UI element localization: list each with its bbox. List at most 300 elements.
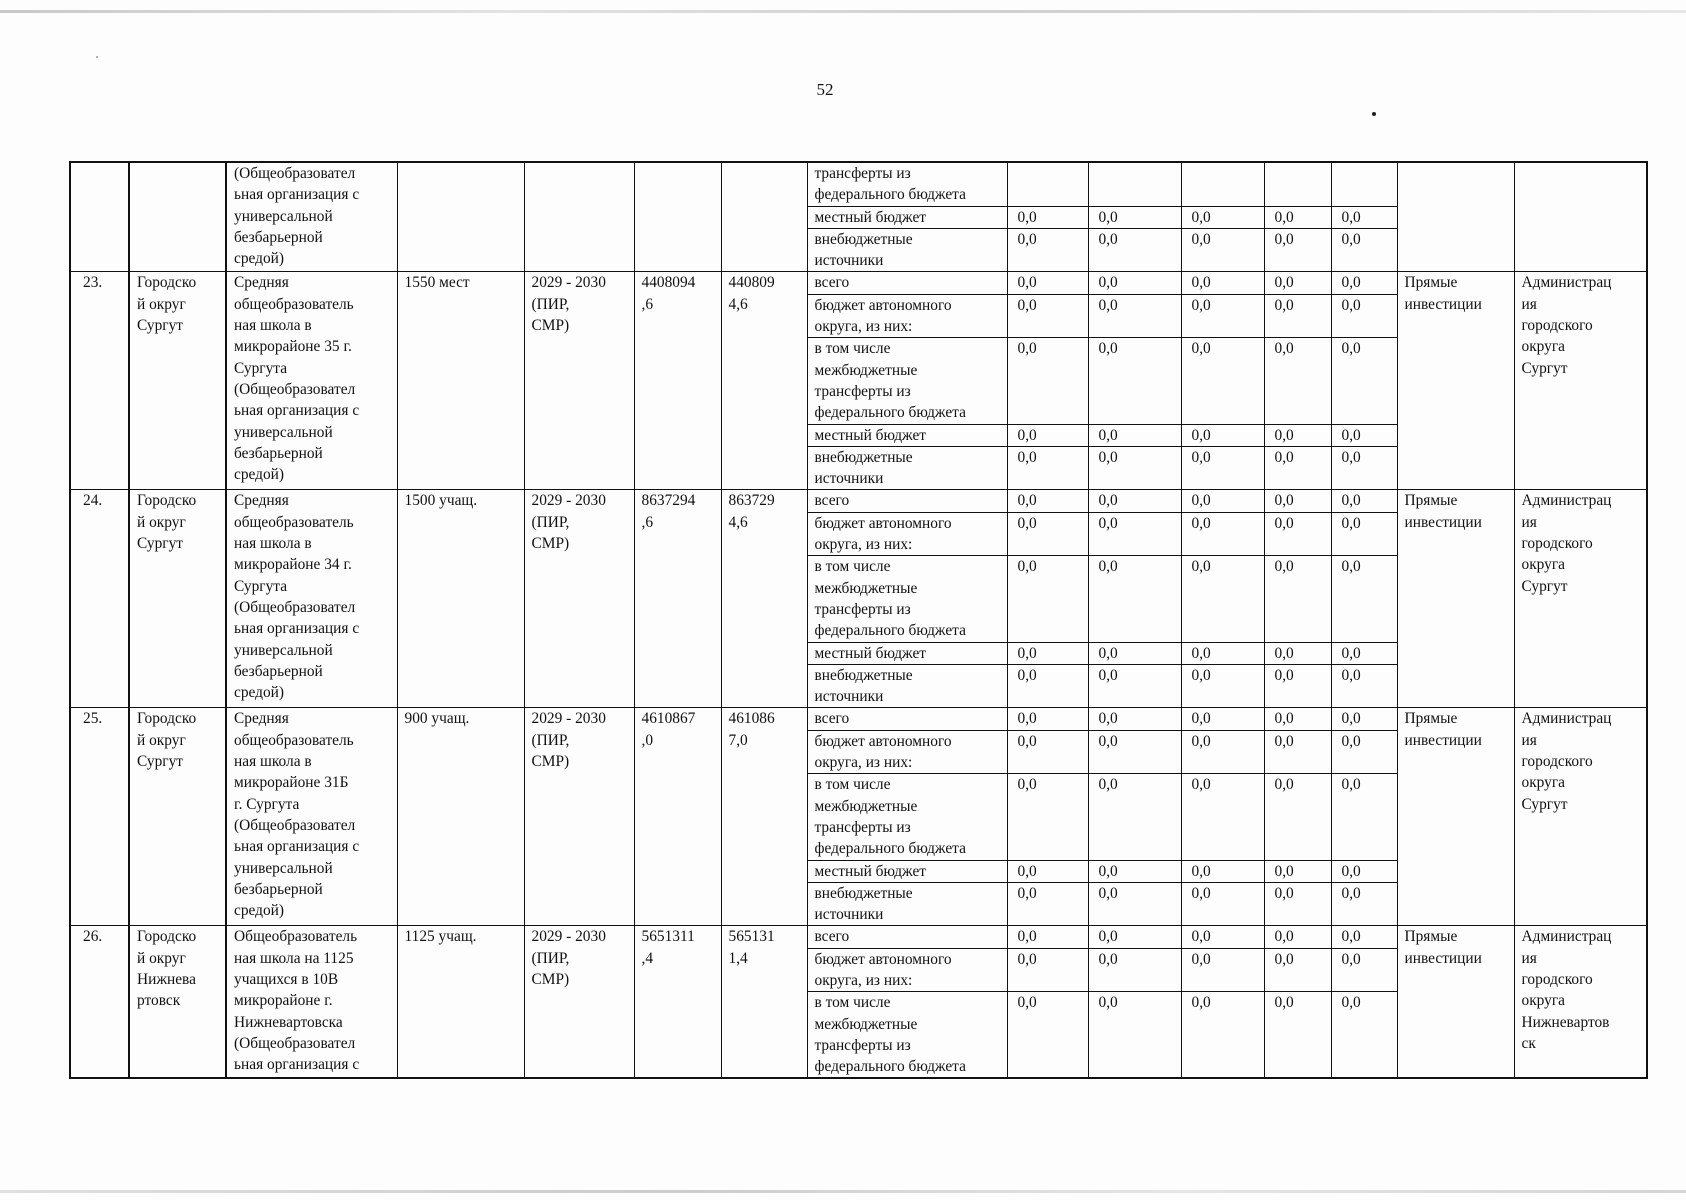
- municipality-line: Сургут: [137, 535, 184, 553]
- funding-value: 0,0: [1181, 860, 1264, 882]
- object-line: средой): [234, 466, 285, 484]
- responsible-line: ия: [1521, 949, 1537, 967]
- responsible-cell: [1514, 708, 1647, 926]
- cost-remaining-line: 4,6: [728, 295, 748, 313]
- funding-label-line: округа, из них:: [814, 971, 913, 989]
- funding-label-line: в том числе: [814, 340, 891, 358]
- object-line: ная школа на 1125: [234, 949, 354, 967]
- cost-remaining-cell: [721, 926, 807, 1079]
- capacity-cell: 1125 учащ.: [397, 926, 524, 1079]
- funding-source-label: [807, 664, 1007, 708]
- funding-source-label: [807, 556, 1007, 642]
- funding-label-line: местный бюджет: [814, 862, 927, 880]
- mechanism-line: Прямые: [1404, 710, 1458, 728]
- period-line: СМР): [531, 317, 570, 335]
- object-name-cell: [226, 926, 397, 1079]
- funding-value: 0,0: [1088, 774, 1181, 860]
- responsible-line: округа: [1521, 338, 1566, 356]
- municipality-cell: [129, 708, 226, 926]
- cost-remaining-cell: [721, 490, 807, 708]
- funding-label-line: в том числе: [814, 558, 891, 576]
- funding-value: 0,0: [1264, 206, 1331, 228]
- funding-value: 0,0: [1181, 272, 1264, 294]
- cost-total-line: ,0: [641, 731, 654, 749]
- funding-value: 0,0: [1331, 992, 1397, 1079]
- capacity-cell: 1500 учащ.: [397, 490, 524, 708]
- funding-value: 0,0: [1264, 926, 1331, 948]
- mechanism-line: инвестиции: [1404, 295, 1482, 313]
- period-line: СМР): [531, 970, 570, 988]
- table-row: [70, 708, 1647, 730]
- object-line: ная школа в: [234, 317, 312, 335]
- funding-source-label: [807, 860, 1007, 882]
- object-line: ьная организация с: [234, 402, 360, 420]
- table-row: [70, 272, 1647, 294]
- funding-value: 0,0: [1264, 948, 1331, 992]
- object-line: Средняя: [234, 492, 289, 510]
- municipality-line: ртовск: [137, 992, 181, 1010]
- object-name-cell: [226, 708, 397, 926]
- funding-value: 0,0: [1264, 860, 1331, 882]
- object-line: Сургута: [234, 577, 288, 595]
- funding-value: 0,0: [1331, 882, 1397, 926]
- funding-value: 0,0: [1331, 490, 1397, 512]
- cost-total-line: ,6: [641, 295, 654, 313]
- funding-source-label: [807, 708, 1007, 730]
- funding-value: 0,0: [1331, 664, 1397, 708]
- funding-value: 0,0: [1264, 446, 1331, 490]
- responsible-line: Сургут: [1521, 795, 1568, 813]
- responsible-line: ия: [1521, 731, 1537, 749]
- funding-label-line: всего: [814, 492, 850, 510]
- funding-value: 0,0: [1331, 556, 1397, 642]
- funding-value: 0,0: [1331, 708, 1397, 730]
- object-line: Нижневартовска: [234, 1013, 343, 1031]
- funding-value: 0,0: [1331, 338, 1397, 424]
- funding-label-line: внебюджетные: [814, 884, 913, 902]
- responsible-line: городского: [1521, 753, 1593, 771]
- period-line: 2029 - 2030: [531, 710, 606, 728]
- funding-label-line: в том числе: [814, 776, 891, 794]
- mechanism-line: Прямые: [1404, 928, 1458, 946]
- municipality-line: Сургут: [137, 317, 184, 335]
- row-number: 23.: [70, 272, 129, 490]
- funding-value: 0,0: [1007, 774, 1088, 860]
- responsible-line: Нижневартов: [1521, 1013, 1610, 1031]
- object-line: учащихся в 10В: [234, 970, 339, 988]
- period-line: СМР): [531, 535, 570, 553]
- funding-label-line: бюджет автономного: [814, 514, 952, 532]
- funding-source-label: [807, 774, 1007, 860]
- funding-value: 0,0: [1088, 424, 1181, 446]
- funding-value: 0,0: [1331, 860, 1397, 882]
- funding-value: 0,0: [1264, 338, 1331, 424]
- funding-value: 0,0: [1264, 490, 1331, 512]
- funding-label-line: бюджет автономного: [814, 296, 952, 314]
- municipality-line: й округ: [137, 949, 186, 967]
- funding-value: 0,0: [1181, 512, 1264, 556]
- funding-value: 0,0: [1088, 860, 1181, 882]
- cost-total-cell: [634, 162, 721, 272]
- mechanism-cell: [1397, 490, 1514, 708]
- object-line: универсальной: [234, 423, 333, 441]
- object-line: ьная организация с: [234, 1056, 360, 1074]
- object-line: микрорайоне 34 г.: [234, 556, 352, 574]
- funding-value: 0,0: [1331, 446, 1397, 490]
- funding-value: 0,0: [1088, 882, 1181, 926]
- row-number: 25.: [70, 708, 129, 926]
- object-line: средой): [234, 902, 285, 920]
- responsible-line: ия: [1521, 513, 1537, 531]
- funding-value: 0,0: [1007, 664, 1088, 708]
- capacity-cell: 900 учащ.: [397, 708, 524, 926]
- municipality-line: Городско: [137, 492, 197, 510]
- municipality-cell: [129, 162, 226, 272]
- funding-value: [1331, 162, 1397, 206]
- row-number: 26.: [70, 926, 129, 1079]
- municipality-cell: [129, 272, 226, 490]
- cost-remaining-line: 1,4: [728, 949, 748, 967]
- funding-value: 0,0: [1088, 708, 1181, 730]
- funding-value: 0,0: [1007, 556, 1088, 642]
- funding-value: 0,0: [1181, 926, 1264, 948]
- period-cell: [524, 926, 634, 1079]
- municipality-line: й округ: [137, 731, 186, 749]
- funding-value: 0,0: [1007, 206, 1088, 228]
- funding-source-label: [807, 294, 1007, 338]
- funding-value: 0,0: [1181, 424, 1264, 446]
- cost-remaining-line: 565131: [728, 928, 775, 946]
- funding-value: 0,0: [1007, 860, 1088, 882]
- funding-value: 0,0: [1181, 556, 1264, 642]
- table-row: [70, 162, 1647, 206]
- funding-label-line: федерального бюджета: [814, 840, 966, 858]
- funding-value: 0,0: [1181, 228, 1264, 272]
- scan-edge-top: [0, 10, 1686, 13]
- municipality-line: Городско: [137, 710, 197, 728]
- funding-value: 0,0: [1181, 294, 1264, 338]
- funding-source-label: [807, 926, 1007, 948]
- funding-value: 0,0: [1088, 228, 1181, 272]
- cost-total-line: 4408094: [641, 274, 696, 292]
- funding-value: 0,0: [1088, 948, 1181, 992]
- object-line: (Общеобразовател: [234, 380, 356, 398]
- object-line: универсальной: [234, 641, 333, 659]
- funding-value: 0,0: [1007, 424, 1088, 446]
- responsible-line: Администрац: [1521, 492, 1612, 510]
- funding-label-line: федерального бюджета: [814, 404, 966, 422]
- period-line: (ПИР,: [531, 295, 570, 313]
- funding-value: 0,0: [1264, 708, 1331, 730]
- funding-value: 0,0: [1088, 338, 1181, 424]
- cost-remaining-line: 4,6: [728, 513, 748, 531]
- cost-remaining-line: 863729: [728, 492, 775, 510]
- funding-label-line: межбюджетные: [814, 361, 918, 379]
- funding-value: 0,0: [1181, 948, 1264, 992]
- responsible-cell: [1514, 490, 1647, 708]
- responsible-line: округа: [1521, 992, 1566, 1010]
- municipality-cell: [129, 490, 226, 708]
- funding-value: 0,0: [1264, 992, 1331, 1079]
- cost-total-line: ,4: [641, 949, 654, 967]
- funding-value: 0,0: [1007, 730, 1088, 774]
- period-cell: [524, 272, 634, 490]
- funding-value: 0,0: [1331, 424, 1397, 446]
- funding-label-line: межбюджетные: [814, 797, 918, 815]
- object-line: (Общеобразовател: [234, 1034, 356, 1052]
- responsible-cell: [1514, 272, 1647, 490]
- responsible-line: ск: [1521, 1034, 1536, 1052]
- table-row: [70, 926, 1647, 948]
- object-line: ьная организация с: [234, 620, 360, 638]
- responsible-line: городского: [1521, 970, 1593, 988]
- object-line: средой): [234, 250, 285, 268]
- object-line: Сургута: [234, 359, 288, 377]
- funding-value: 0,0: [1181, 774, 1264, 860]
- scan-edge-bottom: [0, 1190, 1686, 1193]
- funding-label-line: местный бюджет: [814, 644, 927, 662]
- responsible-line: Администрац: [1521, 710, 1612, 728]
- funding-label-line: всего: [814, 274, 850, 292]
- object-line: ная школа в: [234, 535, 312, 553]
- funding-source-label: [807, 206, 1007, 228]
- funding-value: 0,0: [1088, 294, 1181, 338]
- funding-value: 0,0: [1264, 512, 1331, 556]
- responsible-line: округа: [1521, 774, 1566, 792]
- cost-total-line: 4610867: [641, 710, 696, 728]
- funding-label-line: трансферты из: [814, 818, 911, 836]
- funding-value: 0,0: [1264, 556, 1331, 642]
- funding-value: 0,0: [1331, 948, 1397, 992]
- row-number: 24.: [70, 490, 129, 708]
- cost-remaining-line: 461086: [728, 710, 775, 728]
- funding-value: 0,0: [1331, 228, 1397, 272]
- funding-value: 0,0: [1007, 446, 1088, 490]
- row-number: [70, 162, 129, 272]
- funding-label-line: межбюджетные: [814, 579, 918, 597]
- funding-source-label: [807, 162, 1007, 206]
- table-row: [70, 490, 1647, 512]
- page-number: 52: [816, 80, 834, 99]
- object-line: Общеобразователь: [234, 928, 358, 946]
- funding-table: [69, 161, 1648, 1079]
- object-line: безбарьерной: [234, 880, 323, 898]
- funding-value: 0,0: [1088, 642, 1181, 664]
- cost-total-cell: [634, 490, 721, 708]
- funding-value: 0,0: [1331, 512, 1397, 556]
- funding-label-line: трансферты из: [814, 382, 911, 400]
- cost-total-line: 5651311: [641, 928, 695, 946]
- funding-label-line: в том числе: [814, 994, 891, 1012]
- object-line: универсальной: [234, 207, 333, 225]
- funding-label-line: источники: [814, 470, 884, 488]
- responsible-line: Сургут: [1521, 577, 1568, 595]
- municipality-line: Городско: [137, 928, 197, 946]
- mechanism-line: Прямые: [1404, 274, 1458, 292]
- capacity-cell: [397, 162, 524, 272]
- period-line: (ПИР,: [531, 731, 570, 749]
- cost-total-cell: [634, 926, 721, 1079]
- cost-remaining-line: 7,0: [728, 731, 748, 749]
- funding-value: 0,0: [1007, 228, 1088, 272]
- object-line: Средняя: [234, 274, 289, 292]
- funding-value: 0,0: [1331, 774, 1397, 860]
- funding-value: 0,0: [1088, 206, 1181, 228]
- object-name-cell: [226, 162, 397, 272]
- funding-label-line: бюджет автономного: [814, 950, 952, 968]
- funding-value: 0,0: [1264, 664, 1331, 708]
- municipality-cell: [129, 926, 226, 1079]
- funding-label-line: межбюджетные: [814, 1015, 918, 1033]
- funding-value: 0,0: [1007, 338, 1088, 424]
- table-body: [70, 162, 1647, 1078]
- funding-label-line: округа, из них:: [814, 318, 913, 336]
- cost-remaining-line: 440809: [728, 274, 775, 292]
- funding-label-line: трансферты из: [814, 165, 911, 182]
- funding-value: 0,0: [1264, 272, 1331, 294]
- period-line: 2029 - 2030: [531, 492, 606, 510]
- municipality-line: Сургут: [137, 753, 184, 771]
- municipality-line: Городско: [137, 274, 197, 292]
- funding-value: 0,0: [1181, 642, 1264, 664]
- object-line: ьная организация с: [234, 838, 360, 856]
- funding-value: 0,0: [1007, 490, 1088, 512]
- responsible-line: ия: [1521, 295, 1537, 313]
- period-line: (ПИР,: [531, 513, 570, 531]
- funding-label-line: федерального бюджета: [814, 186, 966, 204]
- funding-value: 0,0: [1331, 730, 1397, 774]
- funding-value: 0,0: [1088, 730, 1181, 774]
- funding-label-line: внебюджетные: [814, 230, 913, 248]
- funding-source-label: [807, 228, 1007, 272]
- funding-value: 0,0: [1181, 446, 1264, 490]
- object-name-cell: [226, 272, 397, 490]
- funding-label-line: округа, из них:: [814, 536, 913, 554]
- funding-label-line: местный бюджет: [814, 208, 927, 226]
- funding-value: 0,0: [1264, 424, 1331, 446]
- funding-label-line: бюджет автономного: [814, 732, 952, 750]
- funding-value: 0,0: [1088, 556, 1181, 642]
- object-line: Средняя: [234, 710, 289, 728]
- funding-value: 0,0: [1331, 926, 1397, 948]
- cost-total-line: 8637294: [641, 492, 696, 510]
- mechanism-line: инвестиции: [1404, 731, 1482, 749]
- funding-label-line: источники: [814, 906, 884, 924]
- funding-value: 0,0: [1181, 490, 1264, 512]
- scan-speck: [96, 56, 98, 58]
- funding-label-line: округа, из них:: [814, 754, 913, 772]
- funding-value: 0,0: [1088, 490, 1181, 512]
- scan-speck: [1372, 112, 1376, 116]
- cost-remaining-cell: [721, 162, 807, 272]
- mechanism-cell: [1397, 708, 1514, 926]
- funding-label-line: источники: [814, 688, 884, 706]
- funding-value: 0,0: [1264, 642, 1331, 664]
- funding-value: 0,0: [1331, 206, 1397, 228]
- funding-value: 0,0: [1181, 206, 1264, 228]
- municipality-line: й округ: [137, 295, 186, 313]
- object-line: (Общеобразовател: [234, 165, 356, 182]
- funding-value: 0,0: [1331, 642, 1397, 664]
- funding-value: 0,0: [1007, 272, 1088, 294]
- funding-label-line: источники: [814, 252, 884, 270]
- object-line: общеобразователь: [234, 513, 354, 531]
- funding-source-label: [807, 948, 1007, 992]
- object-line: г. Сургута: [234, 795, 300, 813]
- mechanism-line: инвестиции: [1404, 949, 1482, 967]
- responsible-line: Сургут: [1521, 359, 1568, 377]
- funding-source-label: [807, 338, 1007, 424]
- funding-source-label: [807, 424, 1007, 446]
- period-line: 2029 - 2030: [531, 928, 606, 946]
- object-line: безбарьерной: [234, 444, 323, 462]
- funding-source-label: [807, 992, 1007, 1079]
- funding-value: [1264, 162, 1331, 206]
- period-cell: [524, 708, 634, 926]
- object-line: микрорайоне 35 г.: [234, 338, 352, 356]
- object-line: общеобразователь: [234, 731, 354, 749]
- period-cell: [524, 490, 634, 708]
- funding-source-label: [807, 446, 1007, 490]
- object-line: (Общеобразовател: [234, 598, 356, 616]
- funding-value: 0,0: [1007, 642, 1088, 664]
- funding-value: 0,0: [1007, 294, 1088, 338]
- cost-total-cell: [634, 708, 721, 926]
- mechanism-cell: [1397, 162, 1514, 272]
- responsible-line: округа: [1521, 556, 1566, 574]
- responsible-cell: [1514, 162, 1647, 272]
- funding-value: 0,0: [1007, 708, 1088, 730]
- funding-source-label: [807, 272, 1007, 294]
- mechanism-cell: [1397, 272, 1514, 490]
- period-line: СМР): [531, 753, 570, 771]
- object-line: универсальной: [234, 859, 333, 877]
- funding-value: 0,0: [1007, 926, 1088, 948]
- object-line: микрорайоне г.: [234, 992, 333, 1010]
- funding-value: 0,0: [1331, 294, 1397, 338]
- funding-value: [1181, 162, 1264, 206]
- funding-value: 0,0: [1181, 730, 1264, 774]
- funding-value: 0,0: [1264, 882, 1331, 926]
- funding-value: [1007, 162, 1088, 206]
- funding-value: 0,0: [1264, 774, 1331, 860]
- funding-label-line: внебюджетные: [814, 448, 913, 466]
- funding-source-label: [807, 730, 1007, 774]
- capacity-cell: 1550 мест: [397, 272, 524, 490]
- funding-source-label: [807, 490, 1007, 512]
- funding-label-line: трансферты из: [814, 600, 911, 618]
- mechanism-cell: [1397, 926, 1514, 1079]
- cost-total-line: ,6: [641, 513, 654, 531]
- funding-value: 0,0: [1088, 992, 1181, 1079]
- cost-total-cell: [634, 272, 721, 490]
- period-line: 2029 - 2030: [531, 274, 606, 292]
- responsible-line: Администрац: [1521, 928, 1612, 946]
- funding-value: [1088, 162, 1181, 206]
- funding-value: 0,0: [1264, 730, 1331, 774]
- object-line: безбарьерной: [234, 662, 323, 680]
- funding-value: 0,0: [1007, 512, 1088, 556]
- period-line: (ПИР,: [531, 949, 570, 967]
- funding-source-label: [807, 642, 1007, 664]
- funding-value: 0,0: [1264, 294, 1331, 338]
- period-cell: [524, 162, 634, 272]
- funding-label-line: местный бюджет: [814, 426, 927, 444]
- responsible-line: Администрац: [1521, 274, 1612, 292]
- cost-remaining-cell: [721, 708, 807, 926]
- funding-value: 0,0: [1007, 882, 1088, 926]
- funding-value: 0,0: [1331, 272, 1397, 294]
